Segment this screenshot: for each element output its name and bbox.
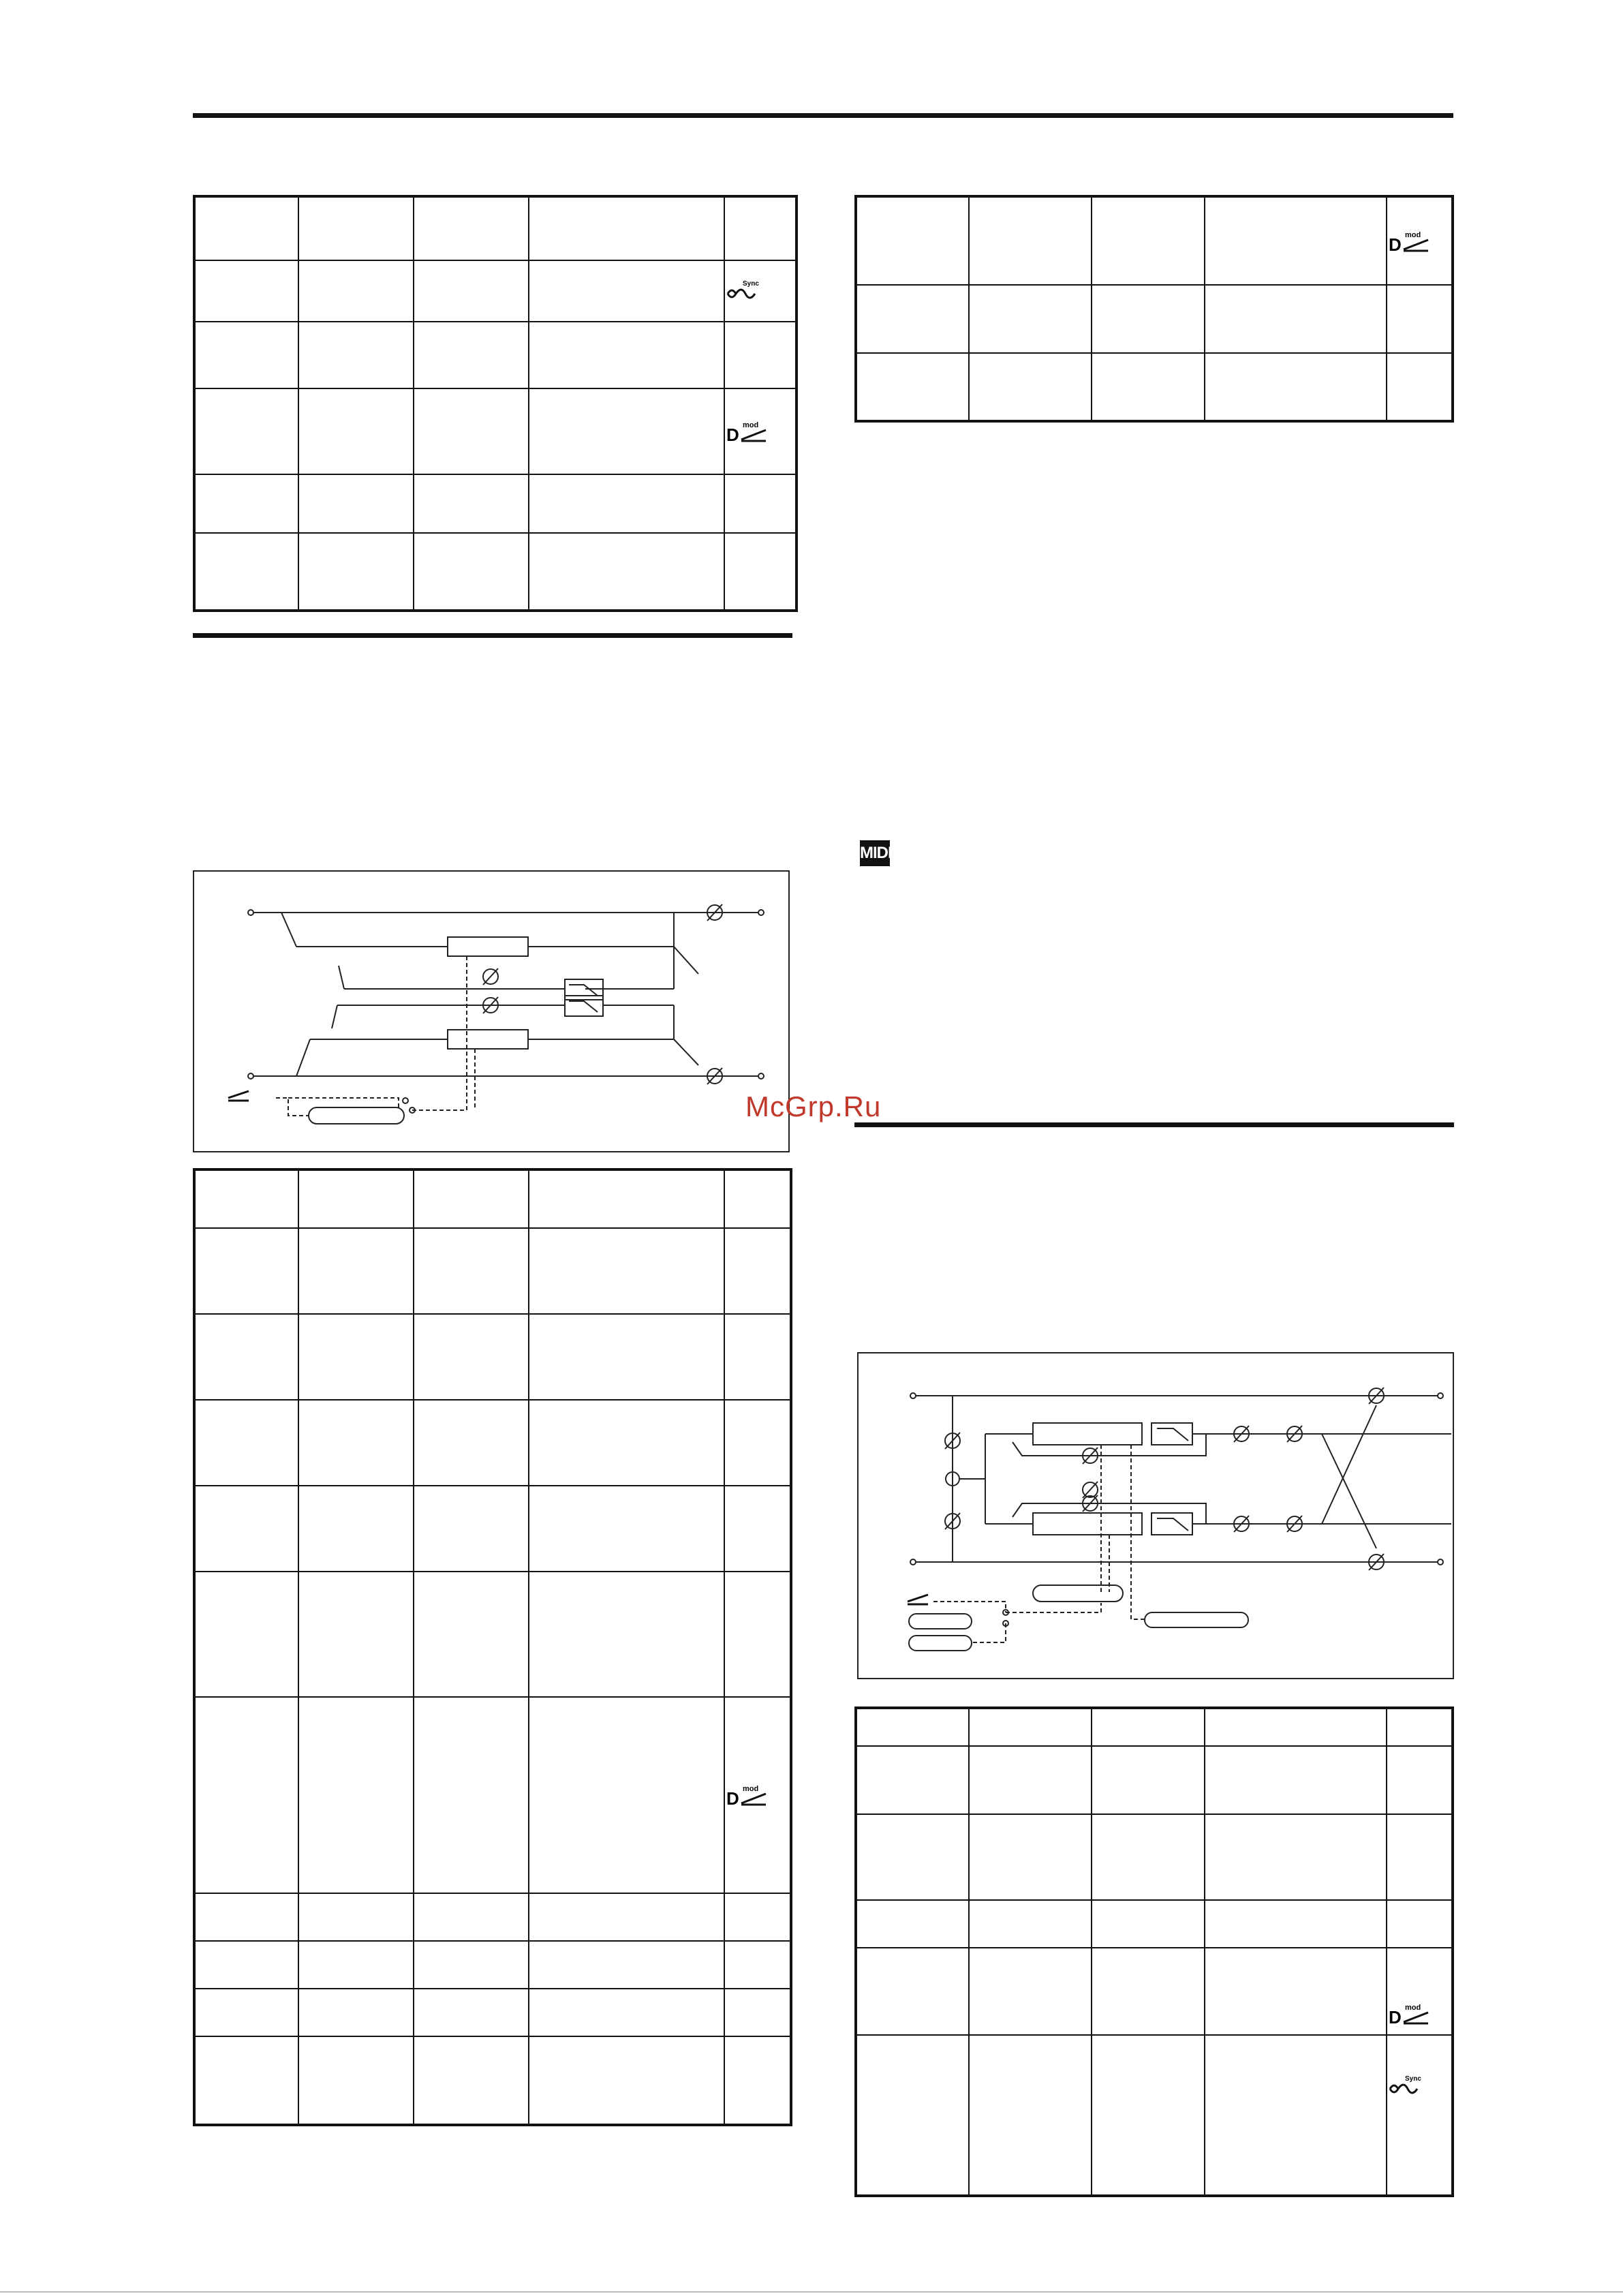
signal-flow-diagram-right xyxy=(857,1352,1454,1679)
dmod-icon xyxy=(1387,2002,1451,2026)
header-rule xyxy=(193,113,1453,118)
svg-text:D: D xyxy=(726,1788,739,1807)
signal-flow-diagram-left xyxy=(193,870,790,1152)
svg-text:mod: mod xyxy=(1405,2004,1421,2012)
dmod-icon xyxy=(725,419,795,444)
parameter-table-3 xyxy=(854,195,1454,423)
section-rule-right xyxy=(854,1122,1454,1127)
svg-text:D: D xyxy=(1389,234,1402,254)
svg-text:D: D xyxy=(1389,2007,1402,2026)
dmod-icon xyxy=(725,1783,790,1807)
svg-text:D: D xyxy=(726,425,739,444)
svg-text:mod: mod xyxy=(743,1785,759,1793)
modulation-source-icon xyxy=(228,1091,249,1101)
svg-text:mod: mod xyxy=(1405,230,1421,239)
svg-text:mod: mod xyxy=(743,421,759,429)
section-rule-left xyxy=(193,633,792,638)
parameter-table-1 xyxy=(193,195,798,612)
parameter-table-2 xyxy=(193,1168,792,2126)
sync-icon xyxy=(725,279,795,303)
svg-text:Sync: Sync xyxy=(1405,2075,1421,2083)
footer-rule xyxy=(0,2291,1623,2293)
midi-badge: MIDI xyxy=(860,840,890,866)
svg-text:Sync: Sync xyxy=(743,280,759,288)
sync-icon xyxy=(1387,2074,1451,2098)
dmod-icon xyxy=(1387,229,1451,254)
parameter-table-4 xyxy=(854,1706,1454,2197)
modulation-source-icon xyxy=(908,1595,928,1604)
watermark: McGrp.Ru xyxy=(745,1090,882,1122)
